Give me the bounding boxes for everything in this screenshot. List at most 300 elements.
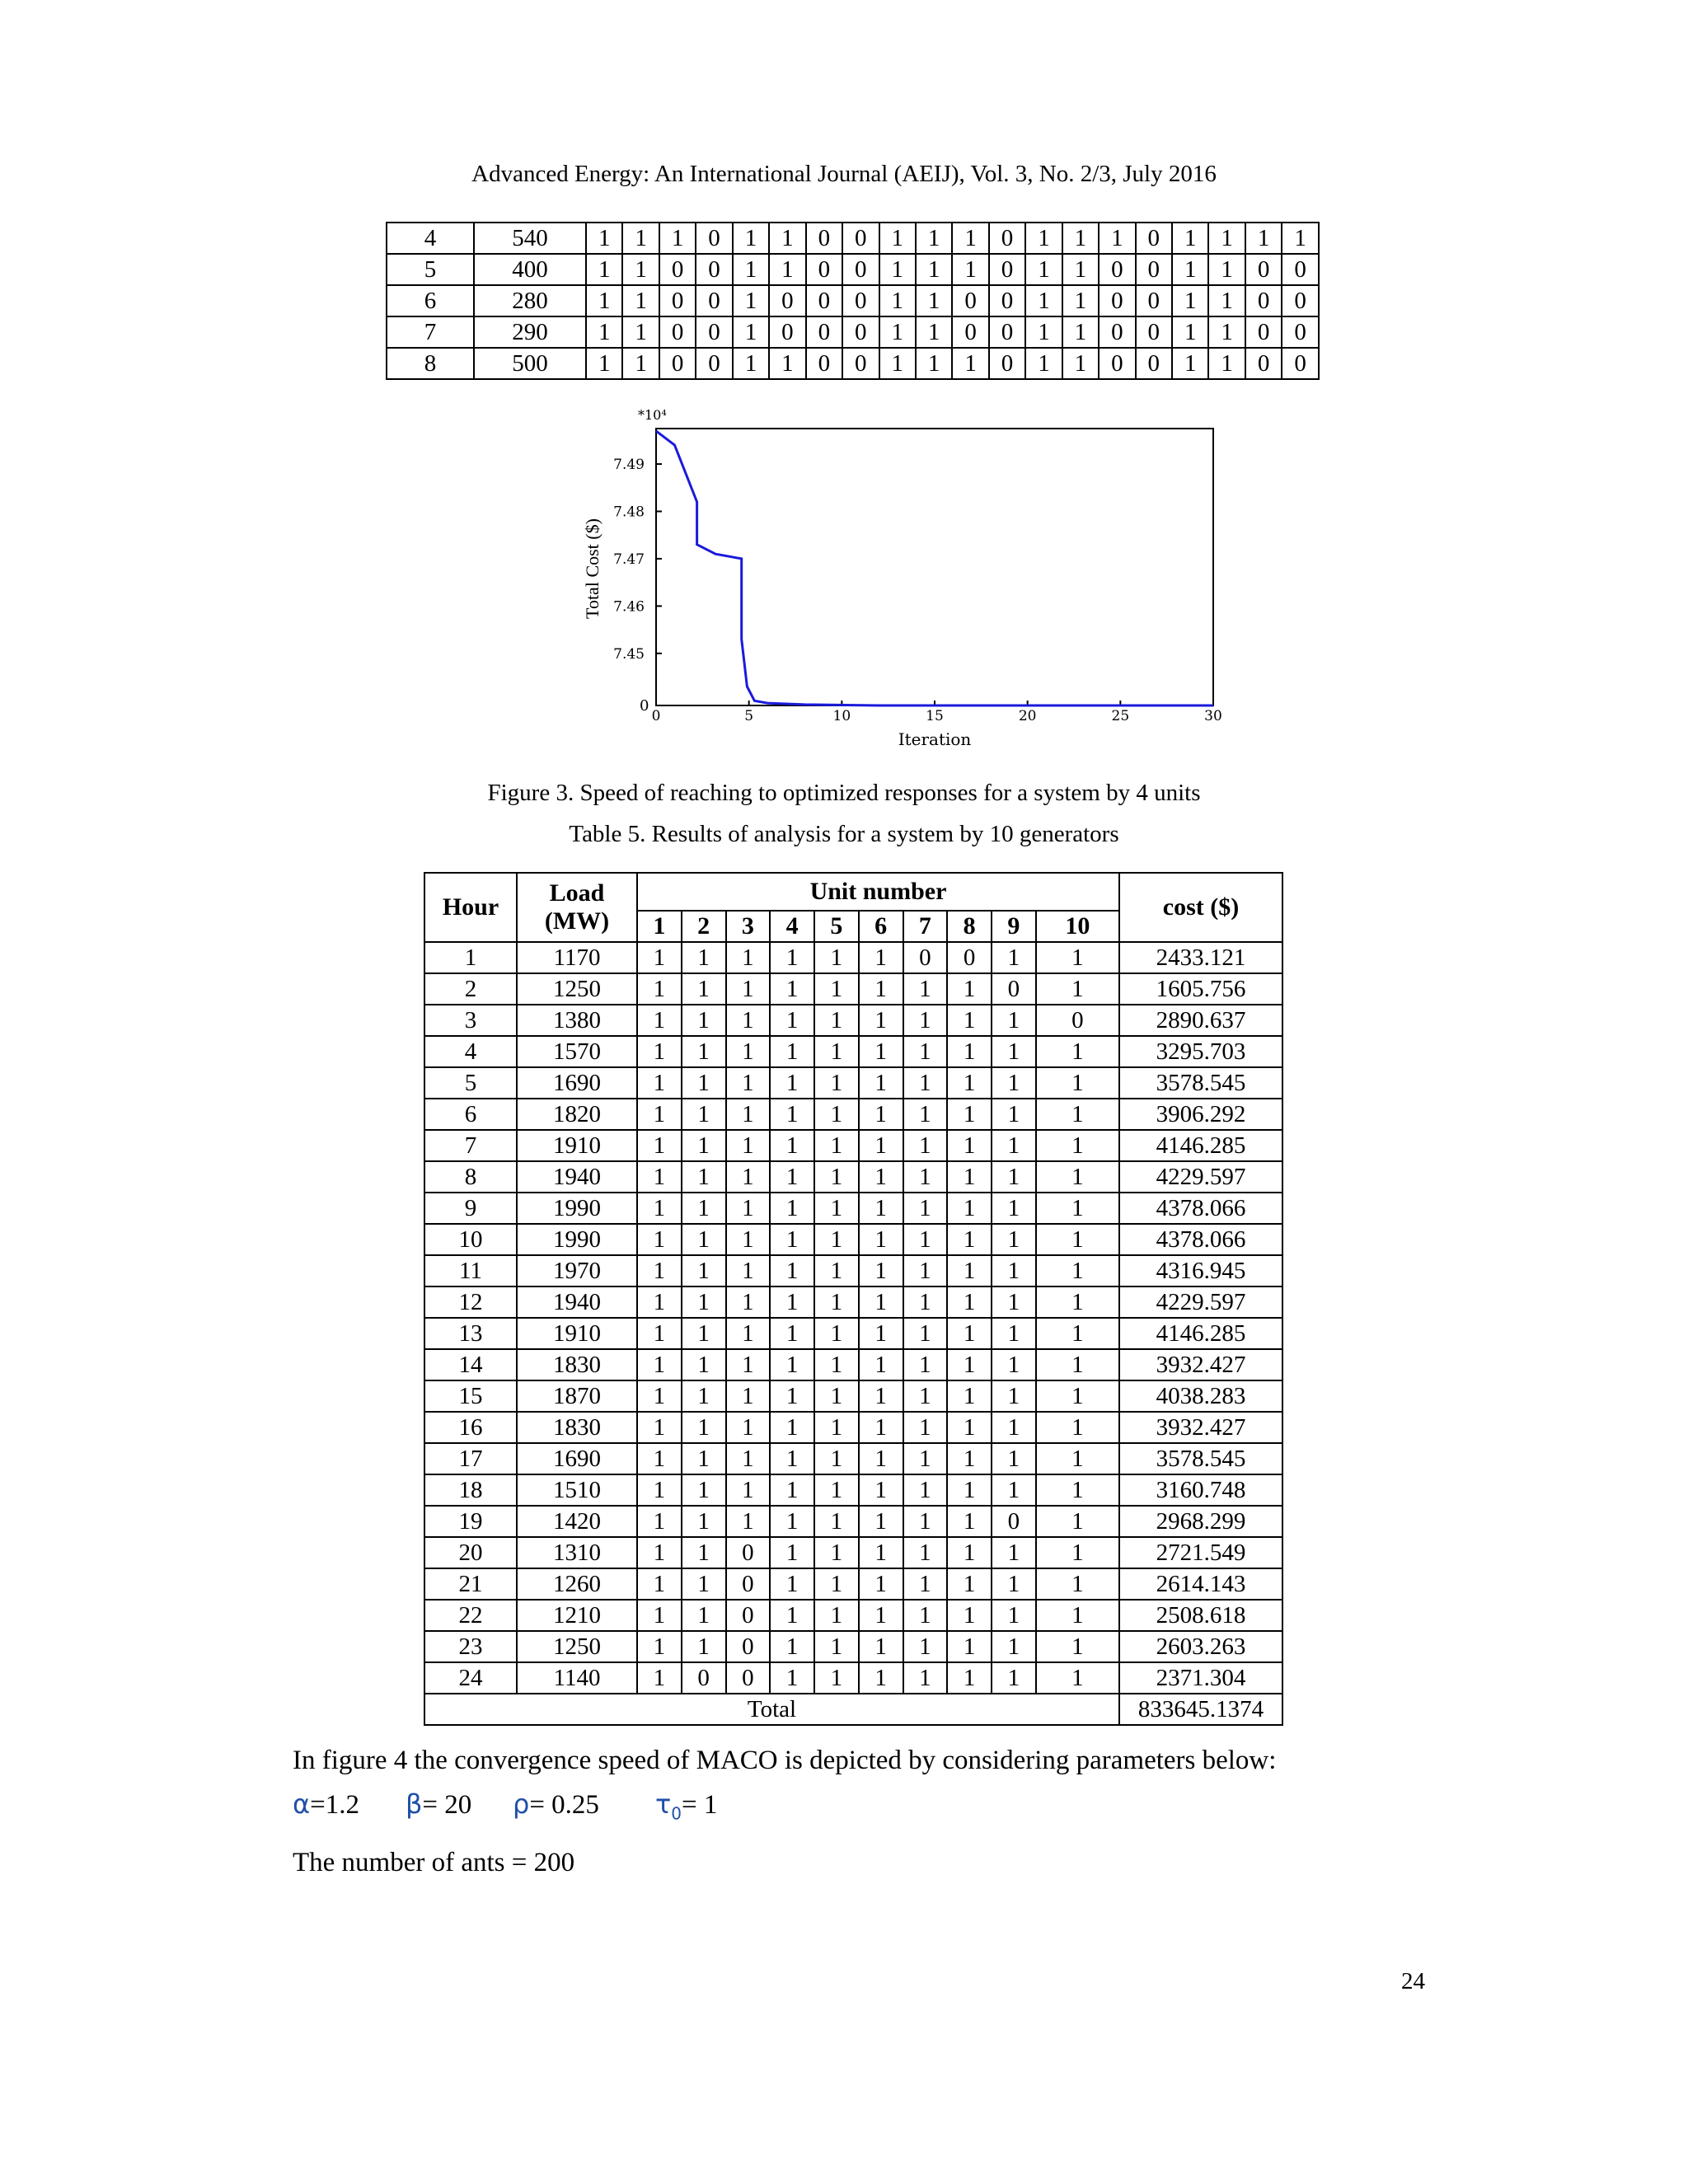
param-alpha [293,1788,359,1821]
bit-cell: 1 [770,1568,814,1600]
load-cell: 1830 [517,1412,637,1443]
bit-cell: 1 [859,1662,903,1694]
bit-cell: 1 [947,1443,992,1474]
cost-cell: 4229.597 [1119,1286,1282,1318]
table-5 [424,872,1283,1726]
bit-cell: 1 [637,1161,682,1193]
bit-cell: 1 [947,1036,992,1067]
bit-cell: 1 [1036,1193,1119,1224]
bit-cell: 1 [992,1537,1036,1568]
bit-cell: 1 [859,1099,903,1130]
bit-cell: 1 [637,1067,682,1099]
bit-cell: 1 [903,1380,948,1412]
bit-cell: 0 [989,348,1025,379]
bit-cell: 1 [992,1631,1036,1662]
hour-cell: 7 [424,1130,517,1161]
table-row [387,285,1319,316]
bit-cell: 1 [586,348,622,379]
bit-cell: 1 [879,254,916,285]
bit-cell: 1 [682,1537,726,1568]
bit-cell: 1 [814,1506,859,1537]
bit-cell: 1 [992,942,1036,973]
bit-cell: 1 [903,1506,948,1537]
bit-cell: 1 [770,1067,814,1099]
load-cell: 540 [474,223,586,254]
table-row [424,1474,1282,1506]
bit-cell: 1 [1036,942,1119,973]
table-row [424,1036,1282,1067]
cost-cell: 4316.945 [1119,1255,1282,1286]
bit-cell: 1 [726,1036,771,1067]
hour-cell: 23 [424,1631,517,1662]
bit-cell: 1 [1036,1568,1119,1600]
bit-cell: 1 [726,1005,771,1036]
bit-cell: 0 [726,1600,771,1631]
x-tick-label: 15 [926,708,944,724]
bit-cell: 1 [814,1224,859,1255]
bit-cell: 1 [726,1286,771,1318]
hour-cell: 16 [424,1412,517,1443]
bit-cell: 1 [682,1286,726,1318]
bit-cell: 1 [992,1036,1036,1067]
bit-cell: 1 [992,1224,1036,1255]
table-row [424,1600,1282,1631]
alpha-value: =1.2 [310,1790,359,1820]
bit-cell: 1 [682,1349,726,1380]
bit-cell: 1 [770,1005,814,1036]
y-zero-label: 0 [640,697,649,715]
bit-cell: 0 [696,223,732,254]
unit-header: 3 [726,911,771,942]
bit-cell: 0 [842,348,879,379]
bit-cell: 1 [682,1568,726,1600]
total-label: Total [424,1694,1119,1725]
cost-cell: 2371.304 [1119,1662,1282,1694]
bit-cell: 1 [1036,1036,1119,1067]
table-5-caption: Table 5. Results of analysis for a system by 10 generators [569,821,1119,847]
figure-3-caption: Figure 3. Speed of reaching to optimized responses for a system by 4 units [487,780,1201,806]
bit-cell: 1 [903,1443,948,1474]
load-cell: 1380 [517,1005,637,1036]
bit-cell: 1 [1172,254,1208,285]
bit-cell: 1 [726,1161,771,1193]
bit-cell: 1 [770,1349,814,1380]
hour-cell: 7 [387,316,474,348]
table-row [424,1537,1282,1568]
table-row [424,1099,1282,1130]
bit-cell: 1 [726,1380,771,1412]
hour-cell: 12 [424,1286,517,1318]
bit-cell: 1 [903,1474,948,1506]
bit-cell: 1 [1025,348,1062,379]
bit-cell: 1 [992,1443,1036,1474]
bit-cell: 1 [903,1412,948,1443]
bit-cell: 1 [903,1568,948,1600]
bit-cell: 1 [733,223,769,254]
bit-cell: 1 [1062,348,1099,379]
bit-cell: 1 [682,1631,726,1662]
bit-cell: 1 [879,223,916,254]
bit-cell: 1 [637,1130,682,1161]
bit-cell: 1 [947,973,992,1005]
bit-cell: 1 [992,1005,1036,1036]
bit-cell: 1 [726,1255,771,1286]
bit-cell: 0 [1282,285,1319,316]
bit-cell: 1 [859,942,903,973]
bit-cell: 1 [637,1099,682,1130]
cost-cell: 3906.292 [1119,1099,1282,1130]
bit-cell: 0 [1245,285,1282,316]
bit-cell: 1 [814,1568,859,1600]
bit-cell: 1 [1172,285,1208,316]
bit-cell: 1 [769,223,805,254]
bit-cell: 1 [814,1349,859,1380]
bit-cell: 1 [952,348,988,379]
bit-cell: 1 [733,254,769,285]
col-unit-number: Unit number [637,873,1119,911]
cost-cell: 3578.545 [1119,1067,1282,1099]
hour-cell: 1 [424,942,517,973]
total-value: 833645.1374 [1119,1694,1282,1725]
hour-cell: 21 [424,1568,517,1600]
load-cell: 1690 [517,1067,637,1099]
tau-subscript: 0 [671,1803,682,1824]
table-4-continued [386,222,1320,380]
bit-cell: 1 [903,1099,948,1130]
bit-cell: 1 [733,348,769,379]
bit-cell: 0 [903,942,948,973]
table-row [424,942,1282,973]
bit-cell: 1 [637,973,682,1005]
bit-cell: 1 [1036,1537,1119,1568]
y-scale-label: *10⁴ [638,407,667,423]
page-number: 24 [1401,1968,1425,1994]
bit-cell: 1 [770,1662,814,1694]
table-row [424,1067,1282,1099]
load-header-2: (MW) [544,907,610,935]
bit-cell: 1 [682,973,726,1005]
load-cell: 1690 [517,1443,637,1474]
bit-cell: 1 [726,1349,771,1380]
load-cell: 1170 [517,942,637,973]
bit-cell: 1 [1282,223,1319,254]
bit-cell: 1 [637,1443,682,1474]
bit-cell: 0 [1282,348,1319,379]
unit-header: 7 [903,911,948,942]
bit-cell: 1 [814,1412,859,1443]
y-tick-label: 7.49 [613,457,645,474]
bit-cell: 1 [1208,316,1245,348]
bit-cell: 1 [637,1193,682,1224]
load-cell: 1970 [517,1255,637,1286]
load-cell: 1990 [517,1193,637,1224]
bit-cell: 1 [682,1224,726,1255]
bit-cell: 1 [770,1474,814,1506]
bit-cell: 1 [726,1067,771,1099]
bit-cell: 0 [726,1631,771,1662]
bit-cell: 1 [726,942,771,973]
bit-cell: 0 [682,1662,726,1694]
bit-cell: 1 [947,1161,992,1193]
unit-header: 1 [637,911,682,942]
hour-cell: 13 [424,1318,517,1349]
bit-cell: 0 [1282,316,1319,348]
bit-cell: 1 [637,1631,682,1662]
bit-cell: 1 [814,1161,859,1193]
bit-cell: 0 [952,316,988,348]
bit-cell: 1 [682,1318,726,1349]
cost-cell: 2508.618 [1119,1600,1282,1631]
bit-cell: 1 [1245,223,1282,254]
bit-cell: 1 [622,254,659,285]
param-beta [406,1788,471,1821]
table-row [424,1255,1282,1286]
bit-cell: 1 [682,1067,726,1099]
bit-cell: 1 [859,1380,903,1412]
bit-cell: 1 [903,1662,948,1694]
load-cell: 1940 [517,1161,637,1193]
unit-header: 9 [992,911,1036,942]
load-cell: 1310 [517,1537,637,1568]
bit-cell: 1 [682,1600,726,1631]
table-row [424,973,1282,1005]
bit-cell: 1 [1099,223,1135,254]
cost-cell: 3932.427 [1119,1349,1282,1380]
bit-cell: 1 [992,1099,1036,1130]
bit-cell: 1 [859,1506,903,1537]
bit-cell: 0 [726,1537,771,1568]
col-cost: cost ($) [1119,873,1282,942]
bit-cell: 0 [947,942,992,973]
bit-cell: 0 [1136,285,1172,316]
bit-cell: 1 [637,1568,682,1600]
bit-cell: 1 [726,1412,771,1443]
bit-cell: 1 [637,1036,682,1067]
bit-cell: 1 [622,285,659,316]
bit-cell: 1 [637,942,682,973]
cost-cell: 2614.143 [1119,1568,1282,1600]
load-cell: 1140 [517,1662,637,1694]
bit-cell: 1 [637,1474,682,1506]
unit-header: 2 [682,911,726,942]
bit-cell: 0 [769,316,805,348]
bit-cell: 1 [814,1443,859,1474]
x-tick-label: 0 [651,708,661,724]
bit-cell: 1 [1036,1224,1119,1255]
bit-cell: 1 [770,1224,814,1255]
bit-cell: 1 [992,1255,1036,1286]
convergence-chart [569,404,1245,758]
bit-cell: 0 [1245,254,1282,285]
bit-cell: 1 [814,1662,859,1694]
cost-cell: 4229.597 [1119,1161,1282,1193]
bit-cell: 0 [696,285,732,316]
bit-cell: 1 [947,1067,992,1099]
bit-cell: 1 [859,1224,903,1255]
bit-cell: 0 [806,254,842,285]
y-axis-label: Total Cost ($) [582,518,603,619]
bit-cell: 1 [947,1318,992,1349]
bit-cell: 1 [726,1443,771,1474]
bit-cell: 0 [806,285,842,316]
bit-cell: 1 [1036,1067,1119,1099]
bit-cell: 1 [916,316,952,348]
bit-cell: 1 [947,1631,992,1662]
bit-cell: 1 [814,1005,859,1036]
bit-cell: 0 [659,285,696,316]
bit-cell: 1 [947,1380,992,1412]
bit-cell: 1 [814,1130,859,1161]
hour-cell: 10 [424,1224,517,1255]
cost-cell: 3295.703 [1119,1036,1282,1067]
bit-cell: 1 [770,1412,814,1443]
cost-cell: 3160.748 [1119,1474,1282,1506]
bit-cell: 1 [682,1036,726,1067]
bit-cell: 1 [992,1380,1036,1412]
bit-cell: 1 [1208,285,1245,316]
bit-cell: 1 [1208,254,1245,285]
bit-cell: 1 [859,1161,903,1193]
bit-cell: 1 [770,1318,814,1349]
bit-cell: 1 [879,285,916,316]
bit-cell: 1 [726,1224,771,1255]
bit-cell: 1 [859,1568,903,1600]
bit-cell: 1 [903,1318,948,1349]
bit-cell: 1 [622,223,659,254]
bit-cell: 0 [769,285,805,316]
bit-cell: 1 [1172,316,1208,348]
bit-cell: 1 [637,1005,682,1036]
bit-cell: 1 [947,1474,992,1506]
hour-cell: 9 [424,1193,517,1224]
hour-cell: 4 [387,223,474,254]
bit-cell: 0 [659,254,696,285]
table-row [424,1568,1282,1600]
bit-cell: 1 [814,1600,859,1631]
bit-cell: 1 [879,348,916,379]
hour-cell: 20 [424,1537,517,1568]
bit-cell: 1 [637,1349,682,1380]
bit-cell: 1 [947,1255,992,1286]
bit-cell: 0 [989,285,1025,316]
bit-cell: 0 [842,285,879,316]
bit-cell: 1 [1025,316,1062,348]
x-tick-label: 30 [1204,708,1222,724]
table-row [424,1130,1282,1161]
bit-cell: 1 [992,1600,1036,1631]
bit-cell: 0 [842,254,879,285]
hour-cell: 5 [387,254,474,285]
col-load [517,873,637,942]
load-cell: 1870 [517,1380,637,1412]
bit-cell: 1 [814,1099,859,1130]
bit-cell: 1 [814,1255,859,1286]
bit-cell: 1 [1062,223,1099,254]
bit-cell: 1 [859,1286,903,1318]
bit-cell: 1 [992,1318,1036,1349]
bit-cell: 1 [1208,348,1245,379]
bit-cell: 0 [1099,348,1135,379]
table-row [424,1412,1282,1443]
hour-cell: 19 [424,1506,517,1537]
bit-cell: 0 [726,1662,771,1694]
bit-cell: 1 [770,942,814,973]
bit-cell: 1 [903,1067,948,1099]
bit-cell: 1 [814,1537,859,1568]
hour-cell: 22 [424,1600,517,1631]
bit-cell: 1 [769,254,805,285]
bit-cell: 1 [916,348,952,379]
bit-cell: 1 [859,1631,903,1662]
bit-cell: 1 [992,1474,1036,1506]
bit-cell: 1 [947,1568,992,1600]
bit-cell: 1 [1208,223,1245,254]
bit-cell: 1 [586,254,622,285]
bit-cell: 1 [947,1005,992,1036]
bit-cell: 1 [726,1318,771,1349]
bit-cell: 1 [903,1349,948,1380]
bit-cell: 1 [992,1067,1036,1099]
load-cell: 1570 [517,1036,637,1067]
bit-cell: 1 [682,1506,726,1537]
bit-cell: 1 [992,1568,1036,1600]
bit-cell: 1 [1036,1130,1119,1161]
bit-cell: 1 [1025,223,1062,254]
cost-cell: 4146.285 [1119,1130,1282,1161]
bit-cell: 0 [696,316,732,348]
load-cell: 1910 [517,1318,637,1349]
hour-cell: 24 [424,1662,517,1694]
load-cell: 1250 [517,973,637,1005]
bit-cell: 1 [682,1161,726,1193]
table-row [424,1224,1282,1255]
hour-cell: 17 [424,1443,517,1474]
bit-cell: 1 [1036,1349,1119,1380]
hour-cell: 6 [424,1099,517,1130]
load-cell: 1210 [517,1600,637,1631]
bit-cell: 1 [733,316,769,348]
table-row [424,1380,1282,1412]
load-cell: 1990 [517,1224,637,1255]
bit-cell: 1 [682,1380,726,1412]
bit-cell: 1 [814,1380,859,1412]
col-hour: Hour [424,873,517,942]
bit-cell: 1 [992,1662,1036,1694]
bit-cell: 1 [1062,316,1099,348]
bit-cell: 1 [952,223,988,254]
bit-cell: 1 [1036,1506,1119,1537]
bit-cell: 1 [814,1036,859,1067]
y-tick-label: 7.46 [613,598,645,616]
bit-cell: 0 [1036,1005,1119,1036]
bit-cell: 0 [806,223,842,254]
param-rho [513,1788,599,1821]
bit-cell: 1 [770,1036,814,1067]
load-cell: 290 [474,316,586,348]
table-row [424,1286,1282,1318]
cost-cell: 2603.263 [1119,1631,1282,1662]
bit-cell: 1 [637,1380,682,1412]
bit-cell: 1 [947,1349,992,1380]
bit-cell: 1 [1062,254,1099,285]
bit-cell: 1 [1036,1099,1119,1130]
bit-cell: 1 [903,1005,948,1036]
series-line [656,431,1213,705]
bit-cell: 1 [1172,348,1208,379]
bit-cell: 0 [1099,254,1135,285]
cost-cell: 3578.545 [1119,1443,1282,1474]
bit-cell: 0 [696,254,732,285]
